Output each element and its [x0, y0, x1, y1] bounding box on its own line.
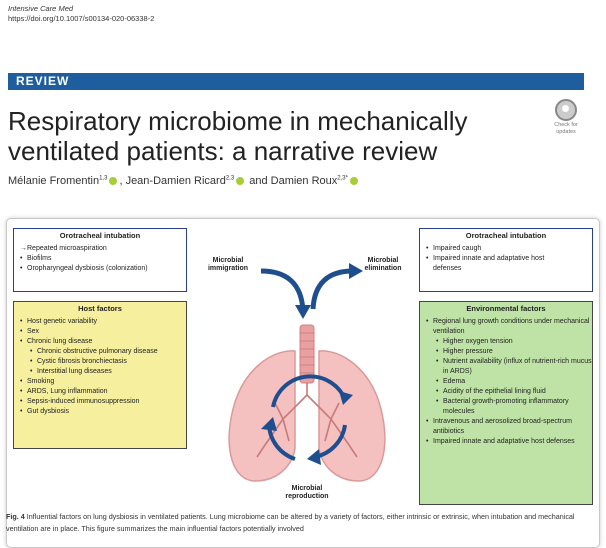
- author-list: [8, 175, 360, 187]
- check-for-updates-badge[interactable]: [548, 99, 584, 135]
- label-microbial-immigration: Microbial immigration: [207, 257, 249, 272]
- host-factors-box: [13, 301, 187, 449]
- caption-label: Fig. 4: [6, 512, 25, 521]
- list-item: • Intravenous and aerosolized broad-spectrum antibiotics: [426, 417, 592, 437]
- check-updates-icon: [555, 99, 577, 121]
- check-updates-line1: Check for: [554, 122, 578, 128]
- list-item: • Impaired caugh: [426, 244, 592, 254]
- list-subitem: • Nutrient availability (influx of nutrient-rich mucus in ARDS): [426, 357, 592, 377]
- trachea: [300, 325, 314, 383]
- author-separator: and: [246, 175, 271, 187]
- list-subitem: • Edema: [426, 377, 592, 387]
- box-heading: Orotracheal intubation: [59, 231, 141, 240]
- list-item: • Oropharyngeal dysbiosis (colonization): [20, 264, 186, 274]
- list-item: • Sepsis-induced immunosuppression: [20, 397, 186, 407]
- box-heading: Environmental factors: [466, 304, 546, 313]
- orcid-icon[interactable]: [350, 177, 358, 185]
- author-affiliation: 2,3*: [337, 175, 348, 182]
- list-subitem: • Acidity of the epithelial lining fluid: [426, 387, 592, 397]
- author-name[interactable]: Mélanie Fromentin: [8, 175, 100, 187]
- list-item: • Sex: [20, 327, 186, 337]
- figure-panel: [6, 218, 600, 548]
- list-item: • Chronic lung disease: [20, 337, 186, 347]
- list-item: • Impaired innate and adaptative host defenses: [426, 254, 573, 274]
- list-item: • Host genetic variability: [20, 317, 186, 327]
- list-subitem: • Cystic fibrosis bronchiectasis: [20, 357, 186, 367]
- author-name[interactable]: Damien Roux: [270, 175, 338, 187]
- author-affiliation: 2,3: [225, 175, 235, 182]
- list-subitem: • Higher pressure: [426, 347, 592, 357]
- section-bar: [8, 73, 584, 90]
- journal-name: Intensive Care Med: [8, 4, 74, 13]
- figure-caption: [6, 511, 594, 535]
- list-item: • Impaired innate and adaptative host defenses: [426, 437, 592, 447]
- section-label: REVIEW: [16, 74, 70, 88]
- caption-text: Influential factors on lung dysbiosis in ventilated patients. Lung microbiome can be altered by a variety of factors, either intrinsic or extrinsic, when intubation and mechanical ventilation are in place. This figure summarizes the main influential factors potentially involved: [6, 512, 575, 533]
- list-subitem: • Interstitial lung diseases: [20, 367, 186, 377]
- list-subitem: • Bacterial growth-promoting inflammatory molecules: [426, 397, 592, 417]
- list-item: • Biofilms: [20, 254, 186, 264]
- orcid-icon[interactable]: [109, 177, 117, 185]
- immigration-arrowhead: [295, 305, 311, 319]
- elimination-arrow: [313, 271, 353, 309]
- cycle-arrowhead-right: [307, 449, 321, 465]
- box-heading: Host factors: [78, 304, 122, 313]
- label-microbial-elimination: Microbial elimination: [364, 257, 402, 272]
- list-subitem: • Higher oxygen tension: [426, 337, 592, 347]
- list-item: → Repeated microaspiration: [20, 244, 186, 254]
- environmental-factors-box: [419, 301, 593, 505]
- list-item: • Regional lung growth conditions under mechanical ventilation: [426, 317, 592, 337]
- article-title: Respiratory microbiome in mechanically ventilated patients: a narrative review: [8, 106, 468, 166]
- author-affiliation: 1,3: [99, 175, 108, 182]
- label-microbial-reproduction: Microbial reproduction: [285, 485, 329, 500]
- orotracheal-left-box: [13, 228, 187, 292]
- list-item: • Gut dysbiosis: [20, 407, 186, 417]
- author-separator: ,: [119, 175, 126, 187]
- check-updates-line2: updates: [556, 129, 576, 135]
- list-item: • Smoking: [20, 377, 186, 387]
- doi-link[interactable]: https://doi.org/10.1007/s00134-020-06338-2: [8, 14, 155, 23]
- author-name[interactable]: Jean-Damien Ricard: [125, 175, 226, 187]
- box-heading: Orotracheal intubation: [465, 231, 547, 240]
- orotracheal-right-box: [419, 228, 593, 292]
- orcid-icon[interactable]: [236, 177, 244, 185]
- list-subitem: • Chronic obstructive pulmonary disease: [20, 347, 186, 357]
- list-item: • ARDS, Lung inflammation: [20, 387, 186, 397]
